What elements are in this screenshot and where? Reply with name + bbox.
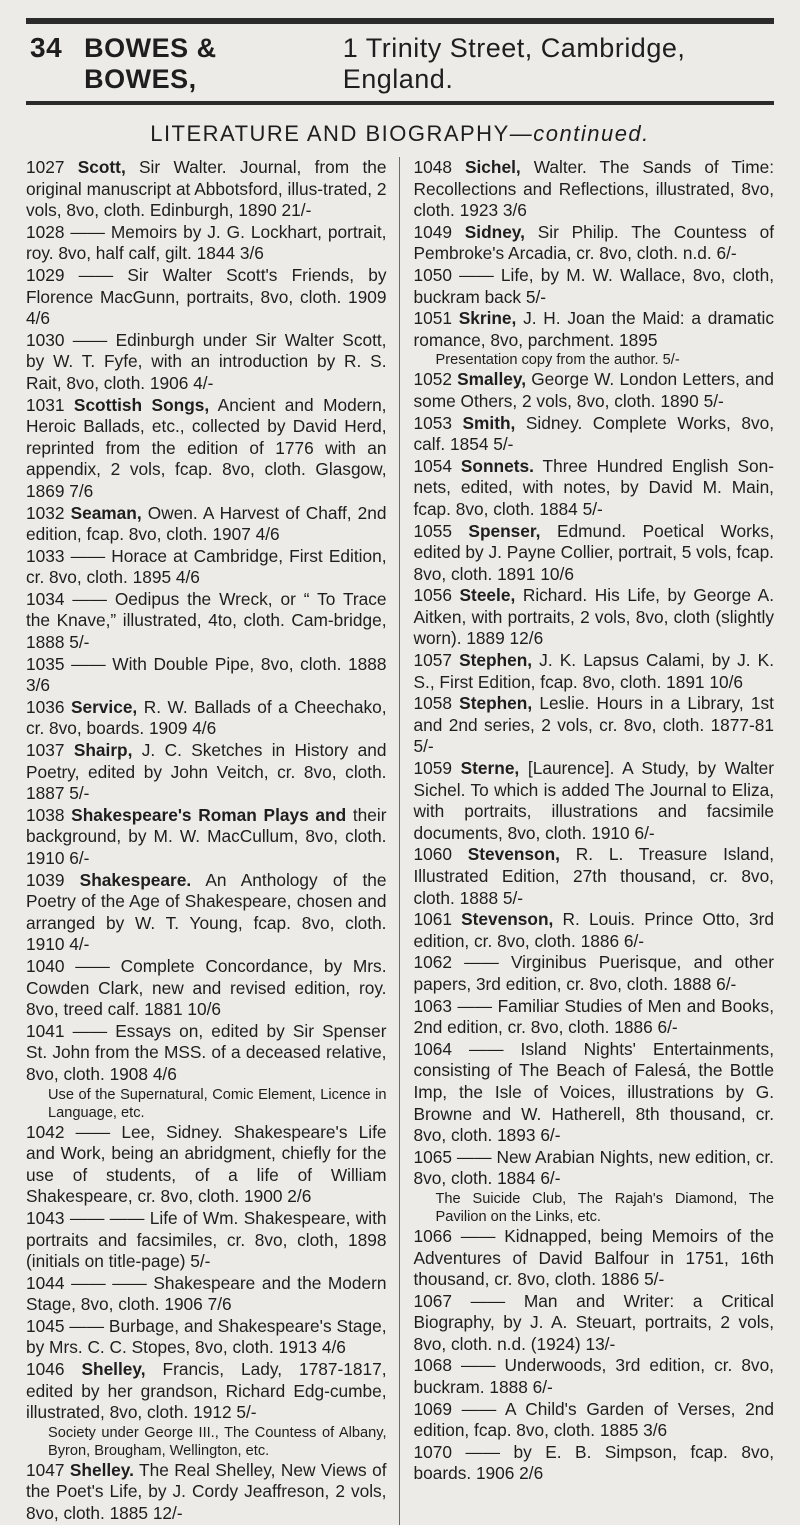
right-column bbox=[414, 157, 775, 1525]
entry-description: The Real Shelley, New Views of the Poet's Life, by J. Cordy Jeaffreson, 2 vols, 8vo, cloth. 1885 12/- bbox=[26, 1459, 387, 1524]
entry-description: their background, by M. W. MacCullum, 8vo, cloth. 1910 6/- bbox=[26, 804, 387, 868]
entry-number: 1040 bbox=[26, 955, 76, 976]
entry-number: 1028 bbox=[26, 221, 71, 242]
entry-number: 1047 bbox=[26, 1459, 70, 1480]
entry-heading: Stevenson, bbox=[467, 844, 560, 865]
entry-number: 1042 bbox=[26, 1121, 76, 1142]
catalogue-entry bbox=[414, 1355, 775, 1398]
entry-number: 1041 bbox=[26, 1020, 73, 1041]
catalogue-entry bbox=[414, 909, 775, 952]
catalogue-entry bbox=[414, 1399, 775, 1442]
entry-description: —— With Double Pipe, 8vo, cloth. 1888 3/6 bbox=[26, 653, 387, 696]
entry-description: Leslie. Hours in a Library, 1st and 2nd series, 2 vols, cr. 8vo, cloth. 1877-81 5/- bbox=[413, 693, 774, 757]
catalogue-entry bbox=[414, 1226, 775, 1291]
entry-description: An Anthology of the Poetry of the Age of Shakespeare, chosen and arranged by W. T. Young, fcap. 8vo, cloth. 1910 4/- bbox=[26, 869, 387, 955]
entry-description: —— Oedipus the Wreck, or “ To Trace the Knave,” illustrated, 4to, cloth. Cam-bridge, 1888 5/- bbox=[26, 588, 387, 653]
entry-heading: Shelley. bbox=[69, 1459, 134, 1480]
entry-heading: Sonnets. bbox=[460, 455, 534, 476]
entry-description: —— Familiar Studies of Men and Books, 2nd edition, cr. 8vo, cloth. 1886 6/- bbox=[413, 995, 775, 1038]
entry-number: 1029 bbox=[26, 264, 79, 285]
catalogue-entry bbox=[26, 697, 387, 740]
entry-description: George W. London Letters, and some Others, 2 vols, 8vo, cloth. 1890 5/- bbox=[413, 369, 774, 411]
entry-number: 1051 bbox=[413, 308, 459, 329]
page-header bbox=[26, 32, 774, 95]
entry-number: 1057 bbox=[413, 650, 460, 671]
entry-number: 1036 bbox=[26, 696, 71, 717]
entry-description: Francis, Lady, 1787-1817, edited by her grandson, Richard Edg-cumbe, illustrated, 8vo, cloth. 1912 5/- bbox=[26, 1359, 387, 1423]
entry-number: 1058 bbox=[413, 693, 460, 714]
catalogue-entry bbox=[414, 758, 775, 844]
catalogue-entry bbox=[26, 589, 387, 654]
entry-description: —— Horace at Cambridge, First Edition, cr. 8vo, cloth. 1895 4/6 bbox=[26, 545, 387, 588]
catalogue-entry bbox=[414, 521, 775, 586]
entry-description: Sir Philip. The Countess of Pembroke's Arcadia, cr. 8vo, cloth. n.d. 6/- bbox=[413, 221, 774, 264]
entry-description: —— Complete Concordance, by Mrs. Cowden Clark, new and revised edition, roy. 8vo, treed calf. 1881 10/6 bbox=[26, 955, 387, 1020]
entry-number: 1060 bbox=[413, 844, 468, 865]
catalogue-entry bbox=[26, 546, 387, 589]
entry-number: 1027 bbox=[26, 157, 78, 177]
entry-number: 1037 bbox=[26, 740, 74, 761]
entry-number: 1031 bbox=[26, 394, 74, 415]
entry-note: Presentation copy from the author. 5/- bbox=[435, 352, 680, 369]
entry-heading: Skrine, bbox=[458, 308, 517, 329]
catalogue-entry bbox=[414, 585, 775, 650]
catalogue-entry bbox=[414, 157, 775, 222]
section-title: LITERATURE AND BIOGRAPHY bbox=[150, 121, 510, 146]
entry-heading: Sidney, bbox=[464, 221, 525, 242]
catalogue-entry bbox=[26, 805, 387, 870]
entry-number: 1054 bbox=[413, 455, 461, 476]
entry-heading: Stephen, bbox=[459, 650, 533, 671]
entry-description: —— Memoirs by J. G. Lockhart, portrait, roy. 8vo, half calf, gilt. 1844 3/6 bbox=[26, 221, 387, 264]
catalogue-entry bbox=[414, 1039, 775, 1147]
catalogue-entry bbox=[414, 1442, 775, 1485]
catalogue-entry bbox=[26, 503, 387, 546]
entry-heading: Service, bbox=[70, 696, 138, 717]
entry-number: 1069 bbox=[413, 1398, 462, 1419]
catalogue-entry bbox=[414, 650, 775, 693]
page-number: 34 bbox=[30, 32, 63, 63]
entry-number: 1039 bbox=[26, 869, 80, 890]
entry-number: 1048 bbox=[413, 157, 465, 177]
catalogue-entry bbox=[26, 1273, 387, 1316]
entry-number: 1052 bbox=[413, 369, 458, 390]
entry-number: 1055 bbox=[413, 520, 469, 541]
catalogue-entry bbox=[414, 222, 775, 265]
entry-number: 1043 bbox=[26, 1207, 70, 1228]
entry-heading: Shelley, bbox=[81, 1359, 146, 1380]
entry-description: —— Essays on, edited by Sir Spenser St. John from the MSS. of a deceased relative, 8vo, cloth. 1908 4/6 bbox=[26, 1020, 387, 1084]
entry-description: [Laurence]. A Study, by Walter Sichel. To which is added The Journal to Eliza, with portraits, illustrations and facsimile documents, 8vo, cloth. 1910 6/- bbox=[413, 758, 774, 843]
entry-note: Society under George III., The Countess of Albany, Byron, Brougham, Wellington, etc. bbox=[48, 1424, 387, 1459]
entry-heading: Seaman, bbox=[70, 502, 142, 523]
entry-description: R. L. Treasure Island, Illustrated Edition, 27th thousand, cr. 8vo, cloth. 1888 5/- bbox=[413, 844, 775, 908]
entry-description: —— Life, by M. W. Wallace, 8vo, cloth, buckram back 5/- bbox=[413, 264, 774, 307]
catalogue-entry bbox=[26, 870, 387, 956]
entry-description: Owen. A Harvest of Chaff, 2nd edition, fcap. 8vo, cloth. 1907 4/6 bbox=[26, 502, 387, 545]
entry-number: 1045 bbox=[26, 1315, 70, 1336]
entry-number: 1059 bbox=[413, 758, 461, 779]
entry-description: Ancient and Modern, Heroic Ballads, etc., collected by David Herd, reprinted from the edition of 1776 with an appendix, 2 vols, fcap. 8vo, cloth. Glasgow, 1869 7/6 bbox=[26, 394, 387, 501]
catalogue-entry bbox=[26, 1460, 387, 1525]
catalogue-entry bbox=[26, 265, 387, 330]
catalogue-entry bbox=[26, 222, 387, 265]
entry-heading: Shairp, bbox=[73, 740, 133, 761]
catalogue-entry bbox=[414, 952, 775, 995]
entry-description: —— Man and Writer: a Critical Biography, by J. A. Steuart, portraits, 2 vols, 8vo, cloth. n.d. (1924) 13/- bbox=[413, 1290, 774, 1354]
entry-number: 1046 bbox=[26, 1359, 82, 1380]
section-continued: —continued. bbox=[509, 121, 650, 146]
entry-number: 1068 bbox=[413, 1355, 461, 1376]
catalogue-entry bbox=[26, 157, 387, 222]
entry-number: 1034 bbox=[26, 588, 73, 609]
entry-heading: Stevenson, bbox=[461, 909, 554, 930]
entry-number: 1063 bbox=[413, 995, 458, 1016]
catalogue-entry bbox=[414, 1291, 775, 1356]
bookseller-name: BOWES & BOWES, bbox=[84, 33, 217, 94]
entry-heading: Shakespeare's Roman Plays and bbox=[71, 804, 347, 825]
entry-number: 1038 bbox=[26, 804, 72, 825]
entry-description: —— Underwoods, 3rd edition, cr. 8vo, buckram. 1888 6/- bbox=[413, 1355, 774, 1398]
catalogue-entry bbox=[414, 693, 775, 758]
entry-description: J. K. Lapsus Calami, by J. K. S., First Edition, fcap. 8vo, cloth. 1891 10/6 bbox=[413, 650, 775, 692]
entry-description: —— —— Life of Wm. Shakespeare, with portraits and facsimiles, cr. 8vo, cloth, 1898 (initials on title-page) 5/- bbox=[26, 1207, 387, 1272]
catalogue-entry bbox=[414, 1147, 775, 1226]
entry-heading: Sterne, bbox=[460, 758, 520, 779]
catalogue-entry bbox=[26, 1208, 387, 1273]
entry-number: 1050 bbox=[413, 264, 460, 285]
entry-number: 1035 bbox=[26, 653, 72, 674]
catalogue-entry bbox=[414, 265, 775, 308]
entry-number: 1033 bbox=[26, 545, 71, 566]
bookseller-address: 1 Trinity Street, Cambridge, England. bbox=[342, 33, 686, 94]
catalogue-entry bbox=[414, 369, 775, 412]
entry-number: 1053 bbox=[413, 412, 463, 433]
catalogue-entry bbox=[26, 740, 387, 805]
catalogue-entry bbox=[414, 844, 775, 909]
entry-description: Edmund. Poetical Works, edited by J. Payne Collier, portrait, 5 vols, fcap. 8vo, cloth. 1891 10/6 bbox=[413, 520, 774, 584]
entry-description: J. H. Joan the Maid: a dramatic romance, 8vo, parchment. 1895 bbox=[413, 308, 774, 350]
catalogue-entry bbox=[26, 395, 387, 503]
entry-description: R. Louis. Prince Otto, 3rd edition, cr. 8vo, cloth. 1886 6/- bbox=[413, 909, 774, 951]
entry-description: —— Burbage, and Shakespeare's Stage, by Mrs. C. C. Stopes, 8vo, cloth. 1913 4/6 bbox=[26, 1315, 387, 1358]
entry-number: 1030 bbox=[26, 329, 73, 350]
entry-heading: Smith, bbox=[462, 412, 516, 433]
catalogue-entry bbox=[414, 456, 775, 521]
entry-heading: Scottish Songs, bbox=[73, 394, 210, 415]
entry-description: Three Hundred English Son-nets, edited, with notes, by David M. Main, fcap. 8vo, cloth. 1884 5/- bbox=[413, 455, 774, 519]
entry-number: 1056 bbox=[413, 585, 460, 606]
entry-description: —— —— Shakespeare and the Modern Stage, 8vo, cloth. 1906 7/6 bbox=[26, 1272, 387, 1315]
catalogue-entry bbox=[26, 1021, 387, 1122]
section-heading bbox=[26, 121, 774, 147]
catalogue-entry bbox=[26, 654, 387, 697]
catalogue-entry bbox=[26, 1316, 387, 1359]
entry-description: R. W. Ballads of a Cheechako, cr. 8vo, boards. 1909 4/6 bbox=[26, 696, 387, 739]
entry-number: 1067 bbox=[413, 1290, 471, 1311]
catalogue-entry bbox=[26, 330, 387, 395]
catalogue-columns bbox=[26, 157, 774, 1525]
catalogue-entry bbox=[414, 308, 775, 369]
entry-number: 1065 bbox=[413, 1146, 457, 1167]
entry-description: —— Edinburgh under Sir Walter Scott, by W. T. Fyfe, with an introduction by R. S. Rait, 8vo, cloth. 1906 4/- bbox=[26, 329, 387, 393]
entry-heading: Steele, bbox=[459, 585, 516, 606]
entry-number: 1049 bbox=[413, 221, 465, 242]
catalogue-entry bbox=[26, 1359, 387, 1460]
catalogue-entry bbox=[26, 1122, 387, 1208]
entry-number: 1032 bbox=[26, 502, 71, 523]
entry-number: 1064 bbox=[413, 1038, 469, 1059]
entry-heading: Smalley, bbox=[457, 369, 527, 390]
entry-description: —— by E. B. Simpson, fcap. 8vo, boards. 1906 2/6 bbox=[413, 1441, 774, 1484]
top-rule bbox=[26, 18, 774, 24]
entry-note: The Suicide Club, The Rajah's Diamond, The Pavilion on the Links, etc. bbox=[435, 1190, 774, 1225]
entry-description: Sir Walter. Journal, from the original manuscript at Abbotsford, illus-trated, 2 vols, 8vo, cloth. Edinburgh, 1890 21/- bbox=[26, 157, 387, 221]
entry-number: 1066 bbox=[413, 1225, 461, 1246]
entry-description: —— Kidnapped, being Memoirs of the Adventures of David Balfour in 1751, 16th thousand, cr. 8vo, cloth. 1886 5/- bbox=[413, 1225, 774, 1290]
entry-description: —— Lee, Sidney. Shakespeare's Life and Work, being an abridgment, chiefly for the use of students, of a life of William Shakespeare, cr. 8vo, cloth. 1900 2/6 bbox=[26, 1121, 387, 1207]
entry-number: 1062 bbox=[413, 952, 465, 973]
entry-number: 1070 bbox=[413, 1441, 466, 1462]
entry-heading: Spenser, bbox=[468, 520, 541, 541]
entry-heading: Scott, bbox=[77, 157, 126, 177]
entry-description: —— Island Nights' Entertainments, consisting of The Beach of Falesá, the Bottle Imp, the Isle of Voices, illustrations by G. Browne and W. Hatherell, 8th thousand, cr. 8vo, cloth. 1893 6/- bbox=[413, 1038, 774, 1146]
entry-note: Use of the Supernatural, Comic Element, Licence in Language, etc. bbox=[48, 1086, 387, 1121]
entry-description: Sidney. Complete Works, 8vo, calf. 1854 5/- bbox=[413, 412, 774, 455]
catalogue-entry bbox=[414, 996, 775, 1039]
entry-number: 1061 bbox=[413, 909, 462, 930]
entry-description: J. C. Sketches in History and Poetry, edited by John Veitch, cr. 8vo, cloth. 1887 5/- bbox=[26, 740, 387, 804]
catalogue-entry bbox=[414, 413, 775, 456]
catalogue-entry bbox=[26, 956, 387, 1021]
entry-heading: Stephen, bbox=[459, 693, 533, 714]
entry-description: —— New Arabian Nights, new edition, cr. 8vo, cloth. 1884 6/- bbox=[413, 1146, 774, 1189]
entry-description: —— A Child's Garden of Verses, 2nd edition, fcap. 8vo, cloth. 1885 3/6 bbox=[413, 1398, 775, 1441]
entry-description: —— Sir Walter Scott's Friends, by Florence MacGunn, portraits, 8vo, cloth. 1909 4/6 bbox=[26, 264, 387, 329]
entry-description: —— Virginibus Puerisque, and other papers, 3rd edition, cr. 8vo, cloth. 1888 6/- bbox=[413, 952, 775, 994]
entry-description: Richard. His Life, by George A. Aitken, with portraits, 2 vols, 8vo, cloth (slightly worn). 1889 12/6 bbox=[413, 585, 774, 649]
entry-description: Walter. The Sands of Time: Recollections and Reflections, illustrated, 8vo, cloth. 1923 3/6 bbox=[413, 157, 774, 221]
left-column bbox=[26, 157, 400, 1525]
entry-heading: Sichel, bbox=[464, 157, 521, 177]
entry-heading: Shakespeare. bbox=[79, 869, 192, 890]
header-rule bbox=[26, 101, 774, 105]
entry-number: 1044 bbox=[26, 1272, 72, 1293]
